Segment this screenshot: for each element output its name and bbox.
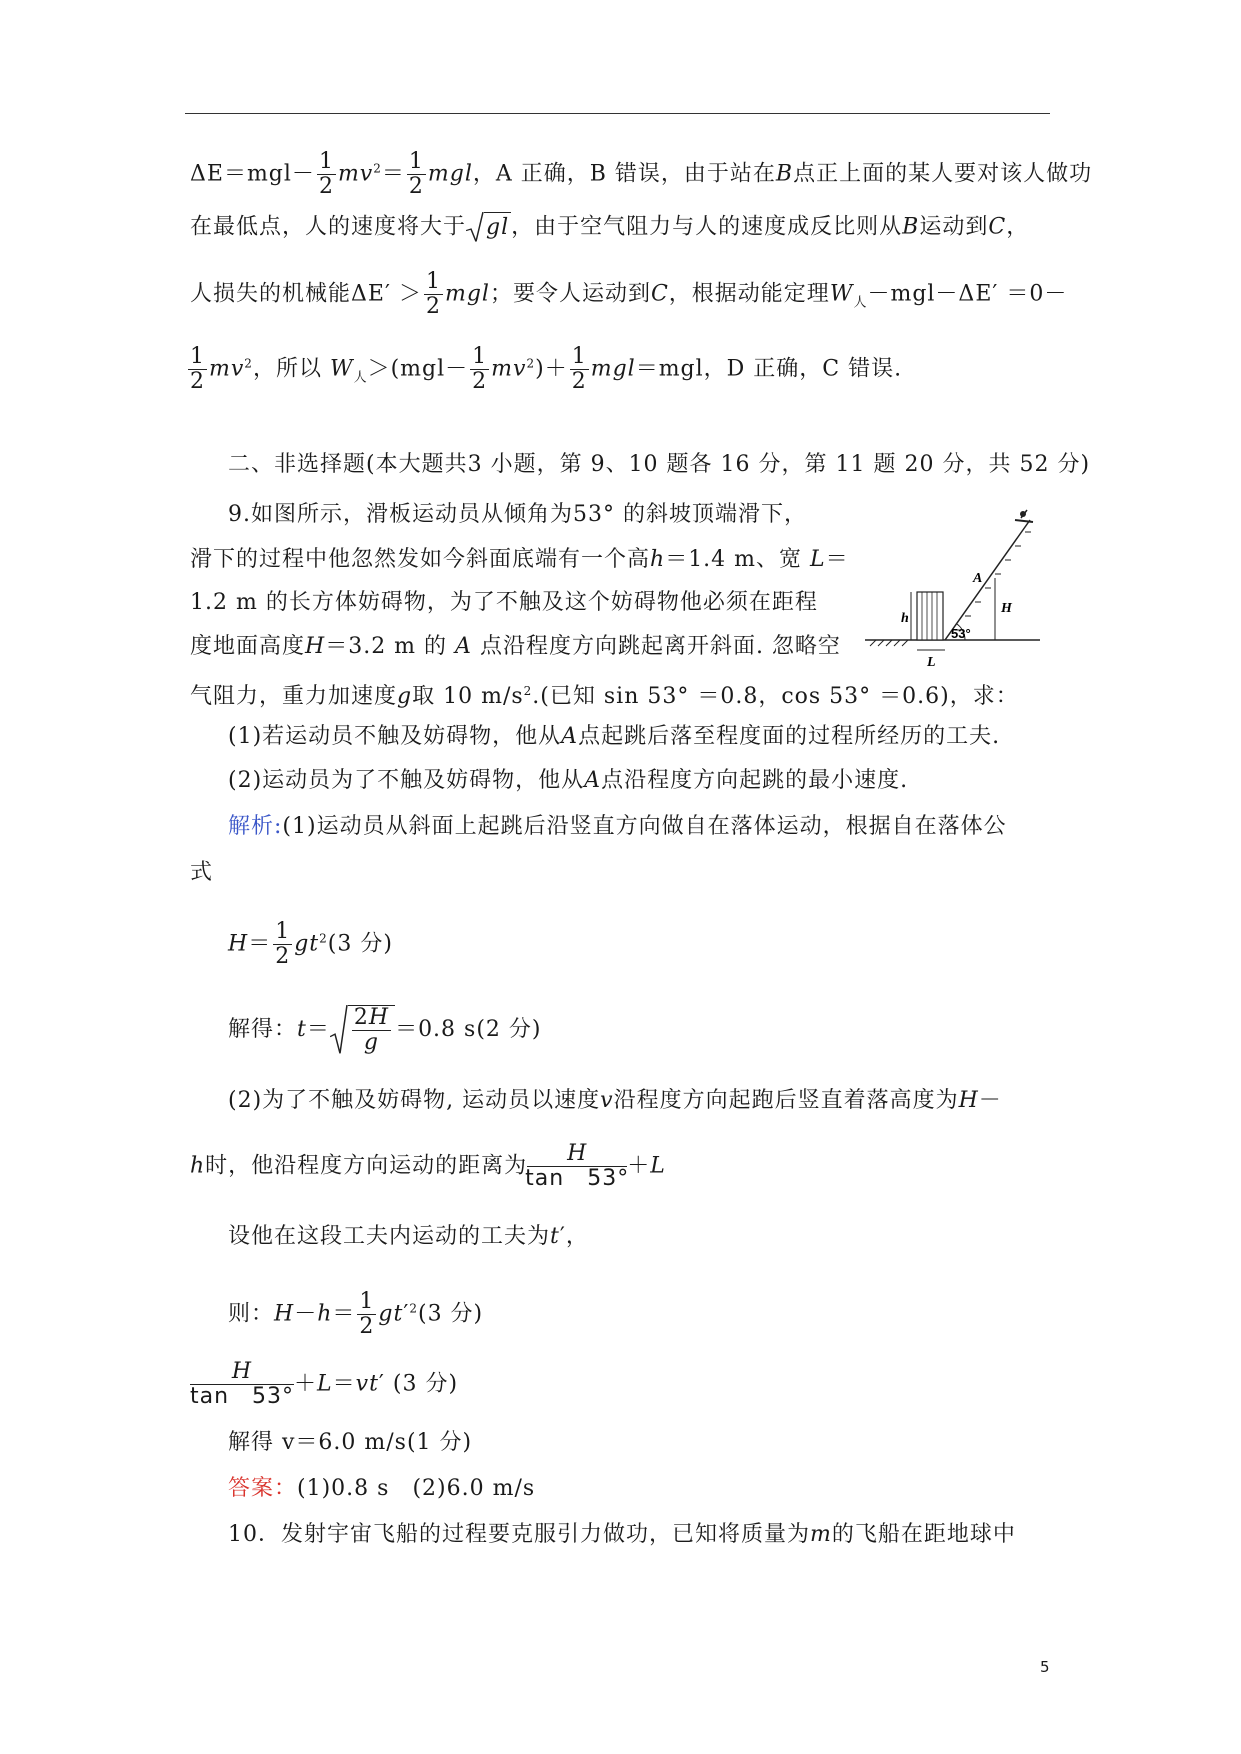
obstacle-box xyxy=(917,592,943,640)
part2-line-2: h时，他沿程度方向运动的距离为 $\frac{H}{\tan 53^\circ}$ ＋L xyxy=(190,1141,666,1191)
skier-icon xyxy=(1015,510,1033,522)
q9-line-5a: 气阻力，重力加速度 xyxy=(190,684,398,709)
label-a: A xyxy=(973,571,983,586)
equation-4: $\frac{H}{\tan 53^\circ}$ ＋L＝vt′ (3 分) xyxy=(189,1359,459,1409)
q9-line-5b: 取 10 m/s xyxy=(412,684,524,709)
line3-c: ，根据动能定理 xyxy=(668,281,830,307)
analysis-text-1: (1)运动员从斜面上起跳后沿竖直方向做自在落体运动，根据自在落体公 xyxy=(282,814,1007,839)
q9-line-2b: ＝1.4 m、宽 xyxy=(665,547,803,572)
slope-line xyxy=(945,520,1030,640)
analysis-label: 解析: xyxy=(228,814,283,839)
q9-line-4b: ＝3.2 m 的 xyxy=(325,634,448,659)
q9-line-4a: 度地面高度 xyxy=(190,634,306,659)
line3-b: ；要令人运动到 xyxy=(489,281,651,307)
label-h: h xyxy=(901,611,909,626)
ground-hatch xyxy=(870,640,908,646)
header-rule xyxy=(185,113,1050,114)
q9-line-4: 度地面高度H＝3.2 m 的 A 点沿程度方向跳起离开斜面. 忽略空 xyxy=(190,634,841,659)
equation-4-tail: (3 分) xyxy=(392,1371,459,1397)
equation-3-tail: (3 分) xyxy=(417,1301,484,1327)
analysis-line-1 xyxy=(228,812,1007,842)
equation-3-label: 则： xyxy=(228,1301,275,1327)
q9-line-5: 气阻力，重力加速度g取 10 $m/s^2$.(已知 sin 53° ＝0.8，cos 53° ＝0.6)，求： xyxy=(190,684,1019,709)
equation-2-label: 解得： xyxy=(228,1017,298,1042)
text-line-1: ΔE＝mgl－ $\frac{1}{2}$ $mv^2=$ $\frac{1}{2}$ mgl，A 正确，B 错误，由于站在B点正上面的某人要对该人做功 xyxy=(190,149,1093,199)
equation-1-tail: (3 分) xyxy=(327,931,393,957)
line4-b: ，D 正确，C 错误. xyxy=(703,356,903,382)
q9-part-2b: 点沿程度方向起跳的最小速度. xyxy=(601,768,909,793)
part2-line-3: 设他在这段工夫内运动的工夫为t′， xyxy=(228,1224,589,1249)
q9-part-2a: (2)运动员为了不触及妨碍物，他从 xyxy=(228,768,585,793)
section-heading: 二、非选择题(本大题共3 小题，第 9、10 题各 16 分，第 11 题 20 分，共 52 分) xyxy=(228,452,1091,477)
equation-1: H＝ $\frac{1}{2}$ $gt^2(3$ 分) xyxy=(228,919,393,969)
equation-5: 解得 v＝6.0 m/s(1 分) xyxy=(228,1430,473,1455)
label-H: H xyxy=(1001,601,1012,616)
angle-label: 53° xyxy=(951,626,971,641)
line3-a: 人损失的机械能 xyxy=(190,281,352,307)
q10-line: 10．发射宇宙飞船的过程要克服引力做功，已知将质量为m的飞船在距地球中 xyxy=(228,1522,1016,1547)
answer-text: (1)0.8 s (2)6.0 m/s xyxy=(297,1476,536,1501)
equation-2: 解得：t＝ $\frac{2H}{g}$ ＝0.8 s(2 分) xyxy=(228,1005,542,1055)
text-line-2: 在最低点，人的速度将大于 gl，由于空气阻力与人的速度成反比则从B运动到C， xyxy=(190,212,1029,243)
q10-text: 10．发射宇宙飞船的过程要克服引力做功，已知将质量为 xyxy=(228,1522,810,1547)
text-line-4: $\frac{1}{2}$ $mv^2$，所以 $W_人>(mgl-$ $\frac{1}{2}$ $mv^2)+$ $\frac{1}{2}$ mgl＝mgl，D 正确，C 错误. xyxy=(190,344,903,394)
line2-b: ，由于空气阻力与人的速度成反比则从 xyxy=(511,214,903,240)
line2-a: 在最低点，人的速度将大于 xyxy=(190,214,467,240)
line4-a: ，所以 xyxy=(252,356,322,382)
label-l: L xyxy=(927,655,936,670)
equation-3: 则：H－h＝ $\frac{1}{2}$ $gt'^2(3$ 分) xyxy=(228,1289,484,1339)
q9-part-1a: (1)若运动员不触及妨碍物，他从 xyxy=(228,724,562,749)
q9-line-1: 9.如图所示，滑板运动员从倾角为53° 的斜坡顶端滑下， xyxy=(228,502,807,527)
answer-label: 答案： xyxy=(228,1476,298,1501)
part2-line-1: (2)为了不触及妨碍物, 运动员以速度v沿程度方向起跑后竖直着落高度为H－ xyxy=(228,1088,1002,1113)
equation-2-tail: ＝0.8 s(2 分) xyxy=(395,1017,542,1042)
page-number: 5 xyxy=(1040,1658,1050,1676)
analysis-line-1b: 式 xyxy=(190,860,214,885)
slope-figure xyxy=(865,500,1045,670)
q9-line-2: 滑下的过程中他忽然发如今斜面底端有一个高h＝1.4 m、宽 L＝ xyxy=(190,547,849,572)
line1-text: ，A 正确，B 错误，由于站在 xyxy=(472,161,776,187)
line1-tail: 点正上面的某人要对该人做功 xyxy=(793,161,1093,187)
line2-c: 运动到 xyxy=(919,214,989,240)
part2-text: 设他在这段工夫内运动的工夫为 xyxy=(228,1224,551,1249)
text-line-3: 人损失的机械能ΔE′ ＞ $\frac{1}{2}$ mgl；要令人运动到C，根据动能定理$W_人-mgl-\Delta E' =0-$ xyxy=(190,269,1068,319)
part2-b: 沿程度方向起跑后竖直着落高度为 xyxy=(613,1088,959,1113)
slope-hatch xyxy=(955,532,1031,630)
q9-line-3: 1.2 m 的长方体妨碍物，为了不触及这个妨碍物他必须在距程 xyxy=(190,590,818,615)
sqrt-2h-g: $\frac{2H}{g}$ xyxy=(330,1005,395,1055)
q10-tail: 的飞船在距地球中 xyxy=(831,1522,1016,1547)
q9-part-1b: 点起跳后落至程度面的过程所经历的工夫. xyxy=(578,724,1001,749)
q9-line-4c: 点沿程度方向跳起离开斜面. 忽略空 xyxy=(479,634,841,659)
sqrt-gl: gl xyxy=(466,212,511,243)
part2-c: 时，他沿程度方向运动的距离为 xyxy=(205,1153,528,1179)
q9-part-1: (1)若运动员不触及妨碍物，他从A点起跳后落至程度面的过程所经历的工夫. xyxy=(228,724,1001,749)
q9-part-2: (2)运动员为了不触及妨碍物，他从A点沿程度方向起跳的最小速度. xyxy=(228,768,909,793)
point-b: B xyxy=(775,161,794,187)
answer-line xyxy=(228,1474,535,1504)
q9-line-2a: 滑下的过程中他忽然发如今斜面底端有一个高 xyxy=(190,547,651,572)
part2-a: (2)为了不触及妨碍物, 运动员以速度 xyxy=(228,1088,601,1113)
q9-line-5c: .(已知 sin 53° ＝0.8，cos 53° ＝0.6)，求： xyxy=(532,684,1019,709)
